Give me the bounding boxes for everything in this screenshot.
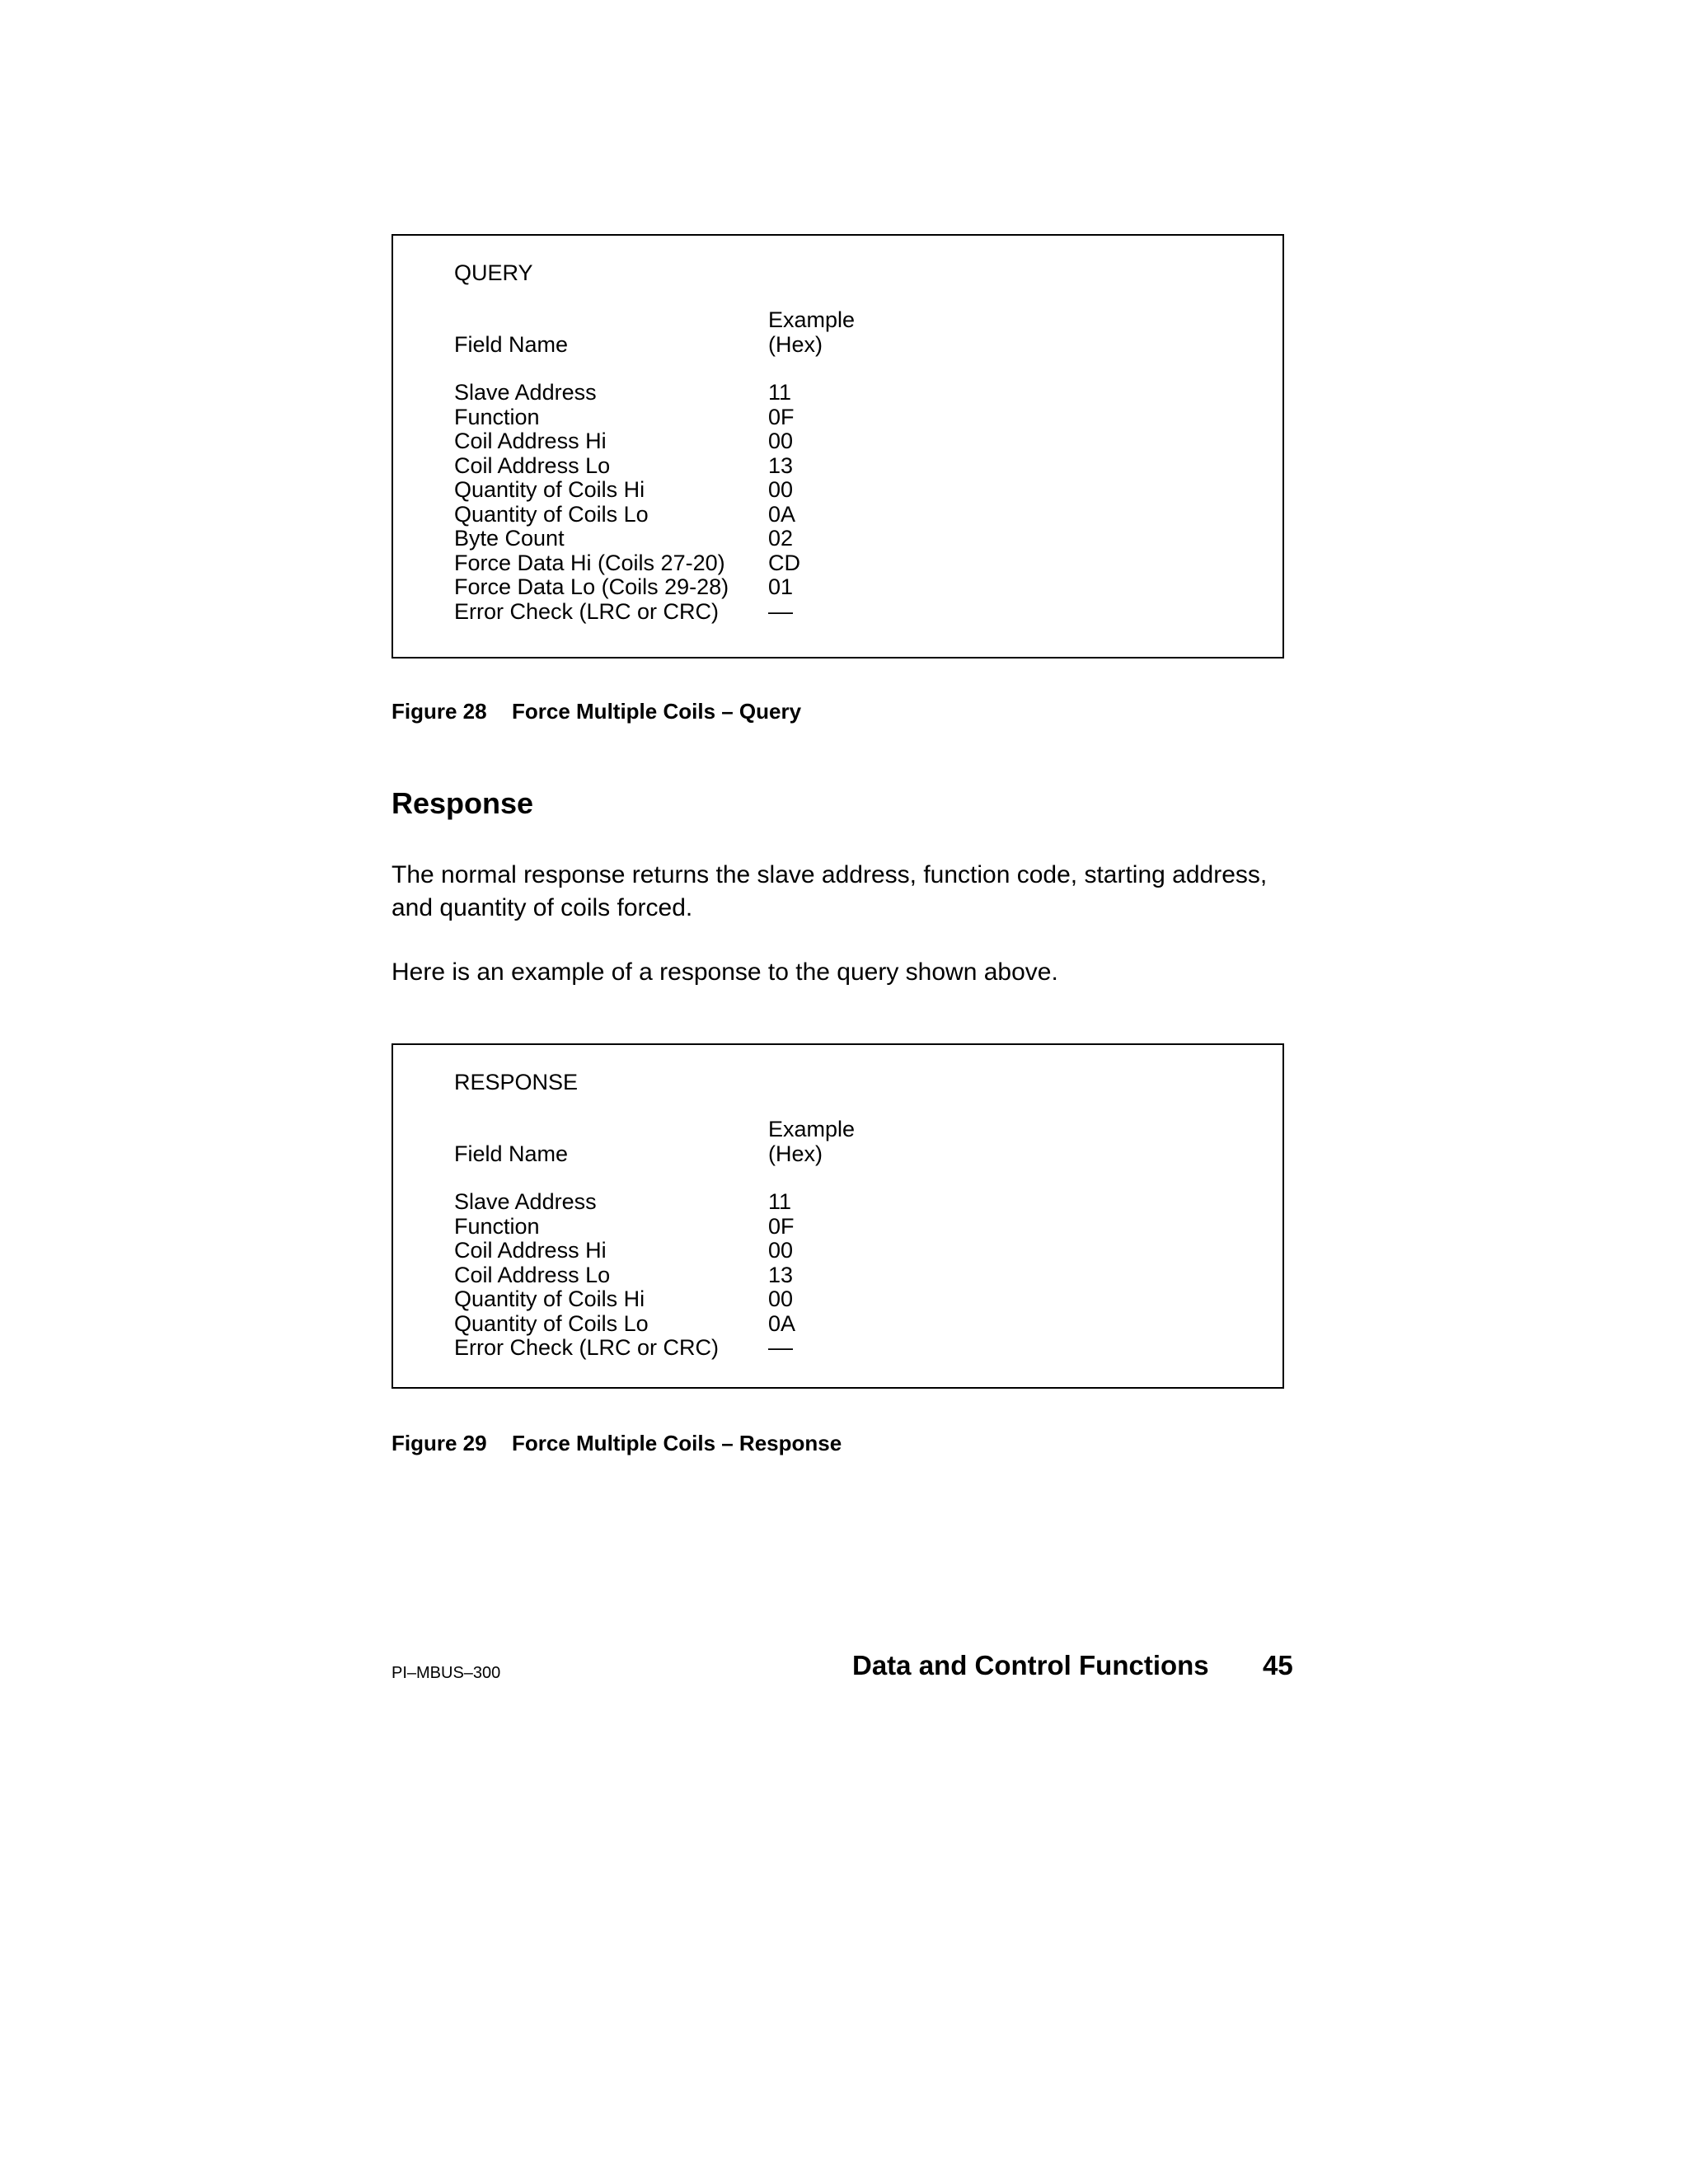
- field-name: Error Check (LRC or CRC): [454, 598, 720, 624]
- field-value: 0A: [768, 501, 796, 527]
- footer-chapter-title: Data and Control Functions: [852, 1650, 1209, 1680]
- response-example-header-line1: Example: [768, 1117, 856, 1141]
- field-value: 0A: [768, 1310, 796, 1336]
- figure-29-caption: [392, 1431, 842, 1455]
- field-name: Quantity of Coils Hi: [454, 1286, 645, 1311]
- table-row: [454, 575, 1274, 600]
- table-row: [454, 600, 1274, 625]
- response-table-box: [392, 1043, 1284, 1389]
- field-value: 00: [768, 1286, 794, 1311]
- response-rows: [454, 1190, 1274, 1361]
- table-row: [454, 381, 1274, 405]
- field-name: Quantity of Coils Lo: [454, 1310, 649, 1336]
- table-row: [454, 551, 1274, 576]
- body-paragraph-1: The normal response returns the slave address, function code, starting address, and quantity of coils forced.: [392, 861, 1268, 921]
- table-row: [454, 405, 1274, 430]
- field-name: Quantity of Coils Hi: [454, 477, 645, 502]
- figure-29-number: Figure 29: [392, 1431, 487, 1455]
- table-row: [454, 1215, 1274, 1240]
- figure-28-title: Force Multiple Coils – Query: [512, 699, 802, 724]
- field-value: 00: [768, 477, 794, 502]
- query-example-header-line2: (Hex): [768, 331, 823, 357]
- section-heading: Response: [392, 786, 534, 820]
- field-name: Byte Count: [454, 526, 565, 551]
- response-table-title: RESPONSE: [454, 1070, 579, 1094]
- field-value: 0F: [768, 1213, 795, 1239]
- table-row: [454, 1263, 1274, 1288]
- field-name: Function: [454, 1213, 540, 1239]
- field-name: Slave Address: [454, 1189, 597, 1214]
- field-name: Coil Address Lo: [454, 1262, 611, 1287]
- field-value: ––: [768, 1335, 794, 1360]
- field-value: ––: [768, 598, 794, 624]
- response-example-header-line2: (Hex): [768, 1141, 823, 1166]
- query-table-title: QUERY: [454, 260, 533, 285]
- figure-28-caption: [392, 699, 801, 724]
- response-example-header: [768, 1118, 855, 1166]
- field-value: 00: [768, 429, 794, 453]
- field-value: 02: [768, 526, 794, 551]
- figure-28-number: Figure 28: [392, 699, 487, 724]
- field-value: 01: [768, 574, 794, 599]
- table-row: [454, 503, 1274, 527]
- field-value: 13: [768, 1262, 794, 1287]
- table-row: [454, 429, 1274, 454]
- query-table-box: [392, 234, 1284, 658]
- table-row: [454, 1312, 1274, 1337]
- table-row: [454, 527, 1274, 551]
- field-name: Function: [454, 404, 540, 429]
- query-field-name-header: Field Name: [454, 332, 569, 357]
- query-example-header: [768, 308, 855, 357]
- field-value: 11: [768, 1189, 792, 1214]
- query-example-header-line1: Example: [768, 307, 856, 332]
- query-rows: [454, 381, 1274, 624]
- field-value: 11: [768, 380, 792, 405]
- field-name: Force Data Hi (Coils 27-20): [454, 550, 725, 575]
- figure-29-title: Force Multiple Coils – Response: [512, 1431, 842, 1455]
- table-row: [454, 478, 1274, 503]
- table-row: [454, 1190, 1274, 1215]
- body-paragraph-2: Here is an example of a response to the query shown above.: [392, 958, 1058, 986]
- field-value: CD: [768, 550, 800, 575]
- field-name: Slave Address: [454, 380, 597, 405]
- field-name: Coil Address Hi: [454, 429, 607, 453]
- field-name: Force Data Lo (Coils 29-28): [454, 574, 729, 599]
- field-name: Error Check (LRC or CRC): [454, 1335, 720, 1360]
- table-row: [454, 454, 1274, 479]
- field-value: 13: [768, 452, 794, 478]
- field-value: 00: [768, 1238, 794, 1263]
- table-row: [454, 1287, 1274, 1312]
- response-field-name-header: Field Name: [454, 1141, 569, 1166]
- footer-doc-id: PI–MBUS–300: [392, 1664, 501, 1682]
- footer-page-number: 45: [1263, 1650, 1293, 1680]
- field-name: Quantity of Coils Lo: [454, 501, 649, 527]
- field-value: 0F: [768, 404, 795, 429]
- field-name: Coil Address Lo: [454, 452, 611, 478]
- table-row: [454, 1336, 1274, 1361]
- table-row: [454, 1239, 1274, 1263]
- field-name: Coil Address Hi: [454, 1238, 607, 1263]
